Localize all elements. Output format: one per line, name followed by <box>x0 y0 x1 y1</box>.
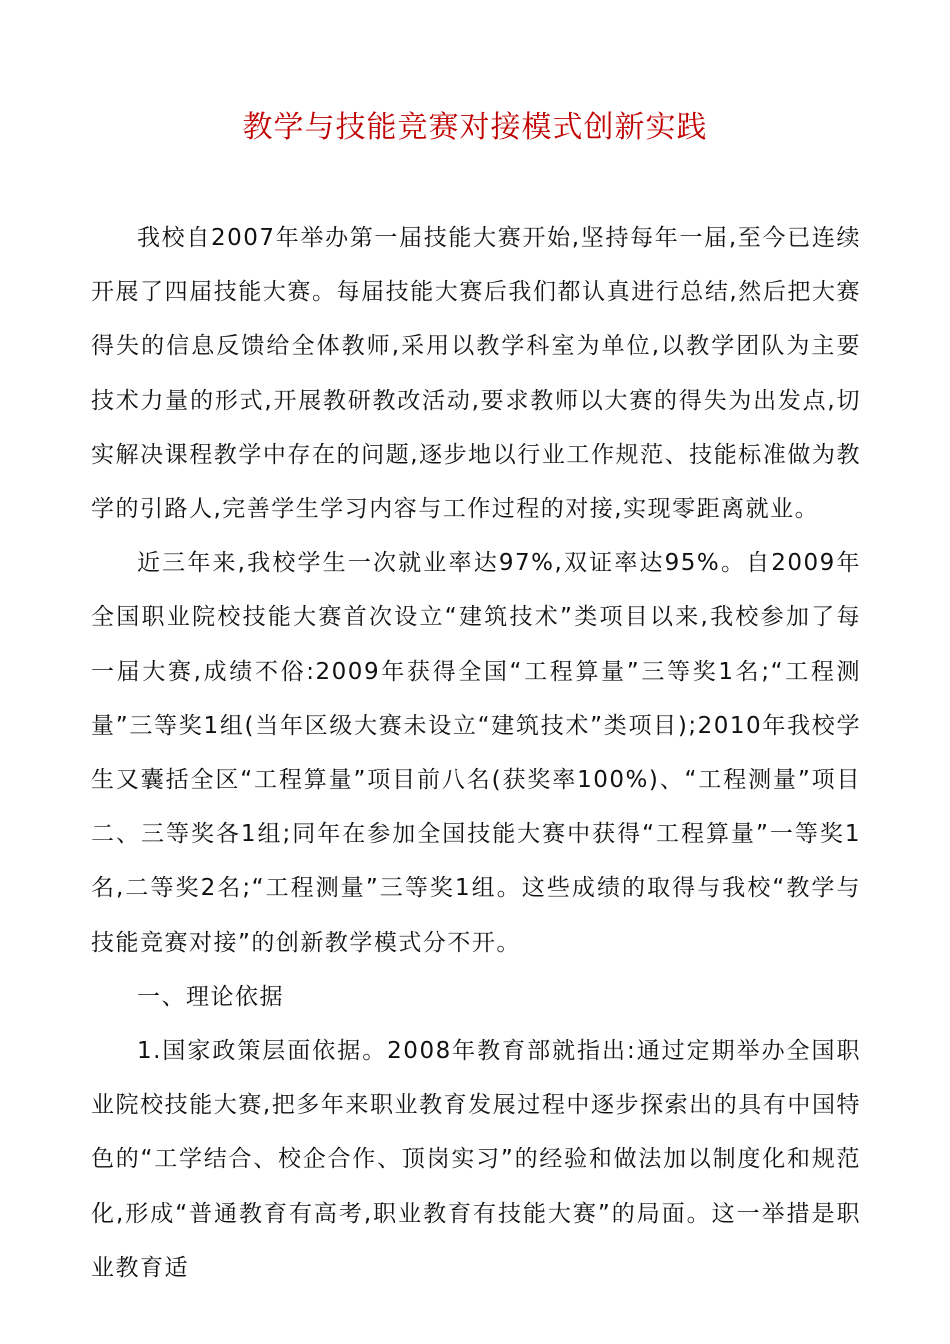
section-heading: 一、理论依据 <box>137 983 284 1010</box>
document-body <box>91 211 861 1295</box>
paragraph-policy-basis: 1.国家政策层面依据。2008年教育部就指出:通过定期举办全国职业院校技能大赛,把多年来职业教育发展过程中逐步探索出的具有中国特色的“工学结合、校企合作、顶岗实习”的经验和做法加以制度化和规范化,形成“普通教育有高考,职业教育有技能大赛”的局面。这一举措是职业教育适 <box>91 1038 861 1281</box>
document-title: 教学与技能竞赛对接模式创新实践 <box>242 110 708 145</box>
paragraph-intro: 我校自2007年举办第一届技能大赛开始,坚持每年一届,至今已连续开展了四届技能大赛。每届技能大赛后我们都认真进行总结,然后把大赛得失的信息反馈给全体教师,采用以教学科室为单位,以教学团队为主要技术力量的形式,开展教研教改活动,要求教师以大赛的得失为出发点,切实解决课程教学中存在的问题,逐步地以行业工作规范、技能标准做为教学的引路人,完善学生学习内容与工作过程的对接,实现零距离就业。 <box>91 225 861 523</box>
paragraph-achievements: 近三年来,我校学生一次就业率达97%,双证率达95%。自2009年全国职业院校技能大赛首次设立“建筑技术”类项目以来,我校参加了每一届大赛,成绩不俗:2009年获得全国“工程算量”三等奖1名;“工程测量”三等奖1组(当年区级大赛未设立“建筑技术”类项目);2010年我校学生又囊括全区“工程算量”项目前八名(获奖率100%)、“工程测量”项目二、三等奖各1组;同年在参加全国技能大赛中获得“工程算量”一等奖1名,二等奖2名;“工程测量”三等奖1组。这些成绩的取得与我校“教学与技能竞赛对接”的创新教学模式分不开。 <box>91 550 861 956</box>
